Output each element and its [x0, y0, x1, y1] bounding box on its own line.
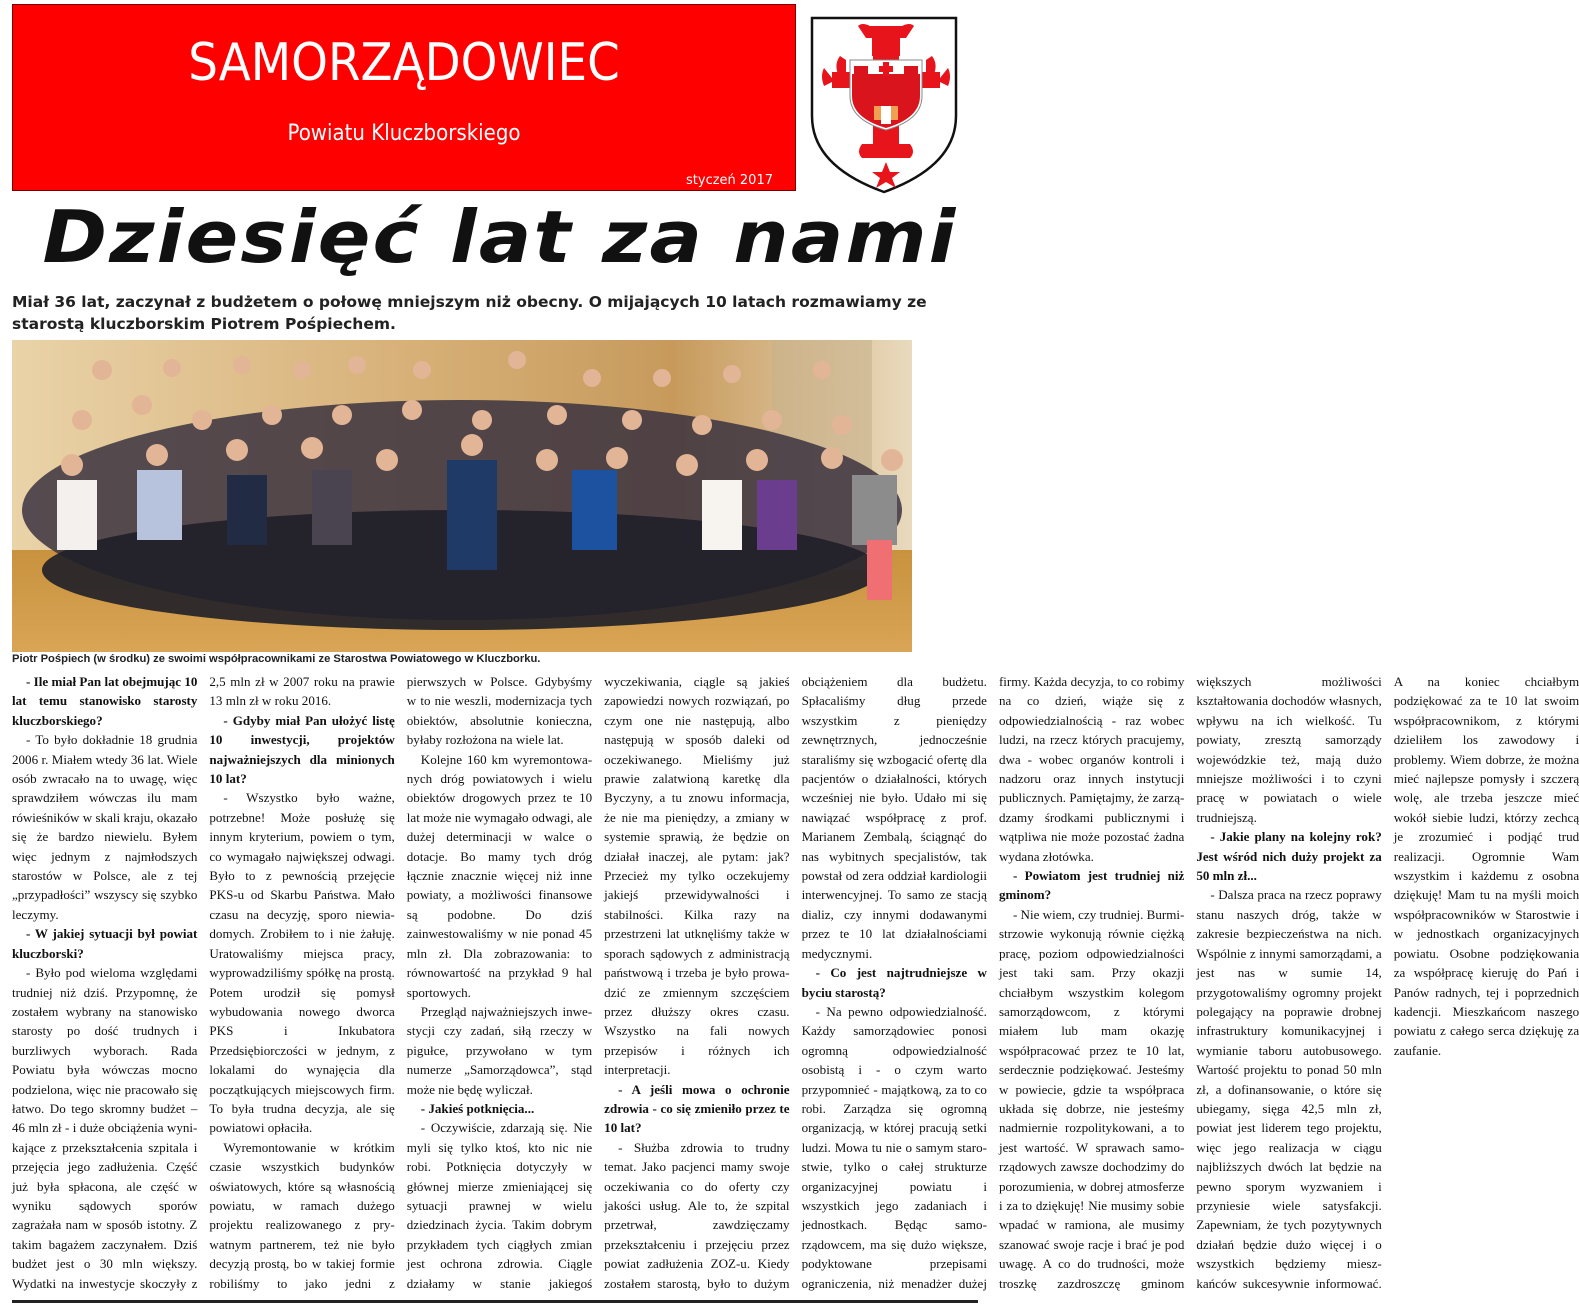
- interview-answer: - To było dokładnie 18 grudnia 2006 r. Miałem wtedy 36 lat. Wiele osób zwracało na to uwagę, więc sprawdziłem wówczas ilu mam rówieśników w skali kraju, okazało się że bardzo niewielu. Byłem więc jednym z najmłodszych starostów w Polsce, ale z tej „przypadłości” wszyscy się szybko leczymy.: [12, 732, 198, 922]
- interview-question: - W jakiej sytuacji był powiat kluczborski?: [12, 926, 198, 961]
- interview-answer: - Na pewno odpowiedzialność. Każdy samorządowiec ponosi ogromną odpowiedzialność osobistą i - o czym warto przypomnieć - majątkową, za to co robi. Zarządza się ogromną organizacją, w której pracują setki ludzi. Mowa tu nie o samym starostwie, tylko o całej strukturze organizacyjnej powiatu i wszystkich jego zadaniach i jednostkach. Będąc samorządowcem, ma się dużo większe, podyktowane przepisami ograniczenia, niż menadżer dużej firmy. Każda decyzja, to co robimy na co dzień, wiąże się z odpowiedzialnością - raz wobec ludzi, na rzecz których pracujemy, dwa - wobec organów kontroli i nadzoru oraz innych instytucji publicznych. Pamiętajmy, że zarządzamy środkami publicznymi i wątpliwa nie może pozostać żadna wydana złotówka.: [801, 674, 1185, 1291]
- coat-of-arms-icon: [810, 16, 960, 194]
- masthead: [12, 4, 796, 191]
- photo-caption: Piotr Pośpiech (w środku) ze swoimi współpracownikami ze Starostwa Powiatowego w Kluczborku.: [12, 653, 541, 665]
- article-lead: Miał 36 lat, zaczynał z budżetem o połowę mniejszym niż obecny. O mijających 10 latach rozmawiamy ze starostą kluczborskim Piotrem Pośpiechem.: [12, 293, 927, 333]
- interview-answer: - Oczywiście, zdarzają się. Nie myli się tylko ktoś, kto nic nie robi. Potknięcia dotyczyły w głównej mierze zmieniającej się sytuacji prawnej w wielu dziedzinach życia. Takim dobrym przykładem tych ciągłych zmian jest ochrona zdrowia. Ciągle działamy w stanie jakiegoś wyczekiwania, ciągle są jakieś zapowiedzi nowych rozwiązań, po czym one nie następują, albo następują w sposób daleki od oczekiwanego. Mieliśmy już prawie zalatwioną karetkę dla Byczyny, a tu znowu informacja, że nie ma pieniędzy, a zmiany w systemie sprawią, że będzie on działał inaczej, ale pytam: jak? Przecież my tylko oczekujemy jakiejś przewidywalności i stabilności. Kilka razy na przestrzeni lat utknęliśmy także w sporach sądowych z administracją państwową i trzeba je było prowadzić ze zmiennym szczęściem przez dłuższy okres czasu. Wszystko na fali nowych przepisów i różnych ich interpretacji.: [406, 674, 790, 1291]
- interview-question: - Co jest najtrudniejsze w byciu starostą?: [801, 965, 987, 1000]
- interview-question: - Powiatom jest trudniej niż gminom?: [998, 868, 1185, 903]
- issue-date: styczeń 2017: [686, 173, 773, 188]
- article-body: [12, 672, 1579, 1298]
- interview-question: - A jeśli mowa o ochronie zdrowia - co się zmieniło przez te 10 lat?: [604, 1081, 790, 1136]
- bottom-divider: [12, 1300, 978, 1303]
- masthead-title: SAMORZĄDOWIEC: [188, 33, 620, 93]
- interview-answer: - Nie wiem, czy trudniej. Burmistrzowie wykonują równie ciężką pracę, poziom odpowiedzialności jest taki sam. Przy okazji chciałbym wszystkim kolegom samorządowcom, z którymi miałem lub mam okazję współpracować przez te 10 lat, serdecznie podziękować. Jesteśmy w powiecie, gdzie ta współpraca układa się dobrze, nie jesteśmy nadmiernie rozpolitykowani, a to jest wartość. W sprawach samorządowych zawsze dochodzimy do porozumienia, w dobrej atmosferze i za to dziękuję! Nie musimy sobie wpadać w ramiona, ale musimy szanować swoje racje i brać je pod uwagę. A co do trudności, może troszkę zazdroszczę gminom większych możliwości kształtowania dochodów własnych, wpływu na ich wielkość. Tu powiaty, zresztą samorządy wojewódzkie też, mają dużo mniejsze możliwości i to czyni pracę w powiatach o wiele trudniejszą.: [998, 674, 1382, 1291]
- group-photo: [12, 340, 957, 652]
- interview-answer: Przegląd najważniejszych inwestycji czy zadań, siłą rzeczy w pigułce, przywołano w tym numerze „Samorządowca”, stąd może nie będę wyliczał.: [406, 1003, 593, 1097]
- interview-question: - Jakieś potknięcia...: [420, 1100, 535, 1116]
- interview-answer: - Dalsza praca na rzecz poprawy stanu naszych dróg, także w zakresie bezpieczeństwa na nich. Wspólnie z innymi samorządami, a jest nas w sumie 14, przygotowaliśmy ogromny projekt polegający na poprawie drobnej infrastruktury komunikacyjnej i wymianie taboru autobusowego. Wartość projektu to ponad 50 mln zł, a dofinansowanie, o które się ubiegamy, sięga 42,5 mln zł, powiat jest liderem tego projektu, więc jego realizacja w ciągu najbliższych dwóch lat będzie na pewno sporym wyzwaniem i przyniesie wiele satysfakcji. Zapewniam, że tych pozytywnych działań będzie dużo więcej i o wszystkich będziemy mieszkańców sukcesywnie informować. A na koniec chciałbym podziękować za te 10 lat swoim współpracownikom, z którymi dzieliłem los zawodowy i problemy. Wiem dobrze, że można mieć najlepsze pomysły i szczerą wolę, ale trzeba jeszcze mieć wokół siebie ludzi, którzy zechcą je zrozumieć i podjąć trud realizacji. Ogromnie Wam wszystkim i każdemu z osobna dziękuję! Mam tu na myśli moich współpracowników w Starostwie i w jednostkach organizacyjnych powiatu. Osobne podziękowania za współpracę kieruję do Pań i Panów radnych, tej i poprzednich kadencji. Mieszkańcom naszego powiatu z całego serca dziękuję za zaufanie.: [1196, 674, 1579, 1291]
- interview-question: - Gdyby miał Pan ułożyć listę 10 inwestycji, projektów najważniejszych dla minionych 10 lat?: [209, 712, 395, 787]
- interview-answer: Wyremontowanie w krótkim czasie wszystkich budynków oświatowych, które są własnością powiatu, w ramach dużego projektu realizowanego z prywatnym partnerem, też nie było decyzją prostą, bo w takiej formie robiliśmy to jako jedni z pierwszych w Polsce. Gdybyśmy w to nie weszli, modernizacja tych obiektów, absolutnie konieczna, byłaby rozłożona na wiele lat.: [209, 674, 593, 1291]
- masthead-subtitle: Powiatu Kluczborskiego: [287, 121, 521, 146]
- interview-answer: - Wszystko było ważne, potrzebne! Może posłużę się innym kryterium, powiem o tym, co wymagało największej odwagi. Było to z pewnością przejęcie PKS-u od Skarbu Państwa. Mało czasu na decyzję, sporo niewiadomych. Zrobiłem to i nie żałuję. Uratowaliśmy miejsca pracy, wyprowadziliśmy spółkę na prostą. Potem urodził się pomysł wybudowania nowego dworca PKS i Inkubatora Przedsiębiorczości w jednym, z lokalami do wynajęcia dla początkujących miejscowych firm. To była trudna decyzja, ale się powiatowi opłaciła.: [209, 790, 395, 1136]
- interview-question: - Jakie plany na kolejny rok? Jest wśród nich duży projekt za 50 mln zł...: [1196, 829, 1382, 884]
- article-headline: Dziesięć lat za nami: [42, 195, 958, 279]
- interview-answer: - Było pod wieloma względami trudniej niż dziś. Przypomnę, że zostałem wybrany na stanowisko starosty po dość trudnych i burzliwych wyborach. Rada Powiatu była wówczas mocno podzielona, więc nie pracowało się łatwo. Do tego skromny budżet – 46 mln zł - i duże obciążenia wynikające z przekształcenia szpitala i przejęcia jego zadłużenia. Część już była spłacona, ale część w wyniku sądowych sporów zagrażała nam w sposób istotny. Z takim bagażem zaczynałem. Dziś budżet jest o 30 mln większy. Wydatki na inwestycje skoczyły z 2,5 mln zł w 2007 roku na prawie 13 mln zł w roku 2016.: [12, 674, 395, 1291]
- interview-question: - Ile miał Pan lat obejmując 10 lat temu stanowisko starosty kluczborskiego?: [12, 674, 198, 728]
- interview-answer: - Służba zdrowia to trudny temat. Jako pacjenci mamy swoje oczekiwania co do oferty czy jakości usług. Ale to, że szpital przetrwał, zawdzięczamy przekształceniu i przejęciu przez powiat zadłużenia ZOZ-u. Kiedy zostałem starostą, było to dużym obciążeniem dla budżetu. Spłacaliśmy dług przede wszystkim z pieniędzy zewnętrznych, jednocześnie staraliśmy się wzbogacić ofertę dla pacjentów o działalności, których wcześniej nie było. Udało mi się nawiązać współpracę z prof. Marianem Zembalą, ściągnąć do nas wybitnych specjalistów, tak powstał od zera oddział kardiologii interwencyjnej. To samo ze stacją dializ, czy innymi dodawanymi przez te 10 lat działalnościami medycznymi.: [604, 674, 987, 1291]
- interview-answer: Kolejne 160 km wyremontowanych dróg powiatowych i wielu obiektów drogowych przez te 10 lat może nie wymagało odwagi, ale dużej determinacji w walce o dotacje. Bo mamy tych dróg łącznie znacznie więcej niż inne powiaty, a możliwości finansowe są podobne. Do dziś zainwestowaliśmy w nie ponad 45 mln zł. Dla zobrazowania: to równowartość na przykład 9 hal sportowych.: [406, 751, 593, 1000]
